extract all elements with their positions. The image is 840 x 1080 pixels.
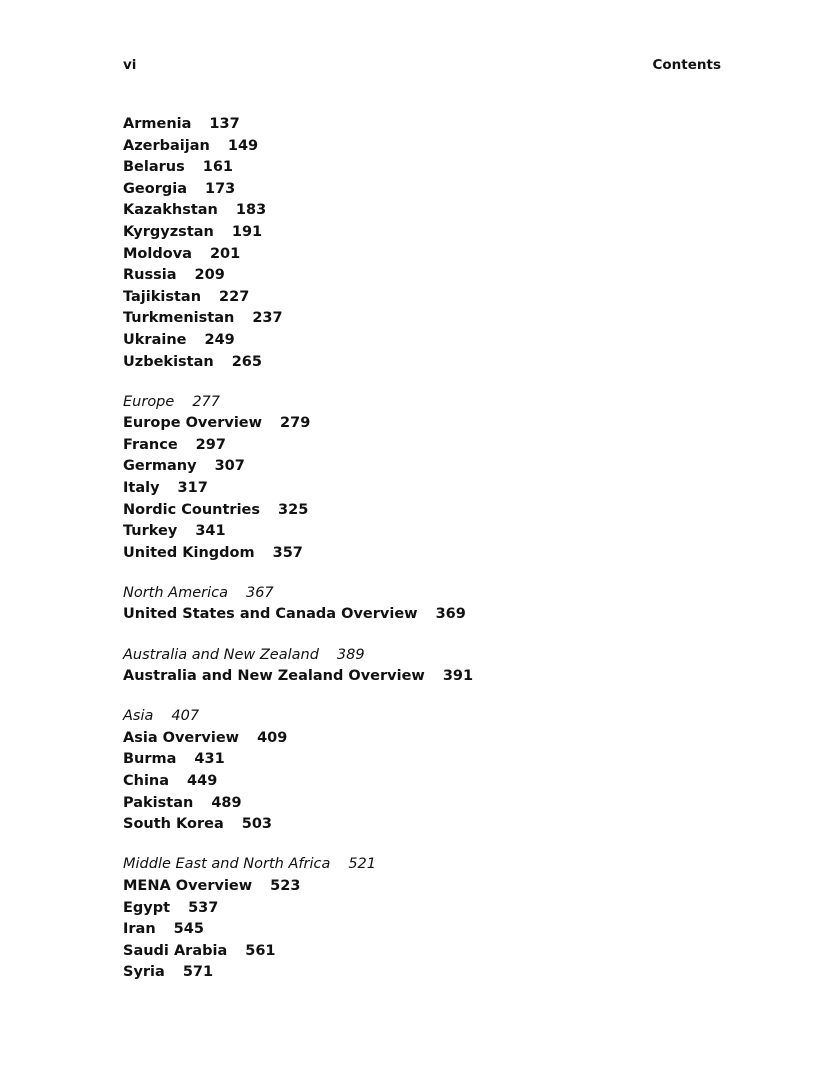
toc-entry[interactable]: [123, 793, 721, 815]
toc-entry-page-number: 227: [219, 288, 250, 305]
toc-group: [123, 392, 721, 565]
toc-entry[interactable]: [123, 919, 721, 941]
toc-entry-label: Nordic Countries: [123, 501, 261, 518]
toc-entry[interactable]: [123, 543, 721, 565]
toc-entry-label: Turkmenistan: [123, 310, 235, 327]
toc-entry-label: Syria: [123, 964, 165, 981]
page-folio: vi: [123, 57, 137, 73]
toc-entry-label: Pakistan: [123, 794, 194, 811]
toc-entry[interactable]: [123, 456, 721, 478]
toc-entry-label: Uzbekistan: [123, 353, 214, 370]
toc-region-heading[interactable]: [123, 583, 721, 605]
toc-entry-label: Iran: [123, 921, 156, 938]
toc-entry-page-number: 391: [442, 668, 474, 685]
toc-entry-label: Germany: [123, 458, 197, 475]
toc-entry-label: Armenia: [123, 116, 192, 132]
toc-entry-page-number: 137: [209, 116, 240, 132]
toc-entry-label: MENA Overview: [123, 877, 253, 894]
toc-entry-page-number: 503: [241, 816, 273, 833]
toc-entry-label: Italy: [123, 480, 160, 496]
toc-region-label: Middle East and North Africa: [123, 856, 331, 873]
toc-entry[interactable]: [123, 308, 721, 330]
toc-region-page-number: 389: [336, 646, 365, 663]
toc-entry-page-number: 237: [252, 310, 283, 327]
toc-entry[interactable]: [123, 728, 721, 750]
toc-entry[interactable]: [123, 157, 721, 179]
toc-entry-label: Kyrgyzstan: [123, 223, 214, 240]
toc-entry-page-number: 161: [202, 159, 234, 176]
toc-entry[interactable]: [123, 287, 721, 309]
toc-entry-label: Asia Overview: [123, 729, 240, 746]
toc-entry[interactable]: [123, 771, 721, 793]
toc-entry[interactable]: [123, 330, 721, 352]
toc-entry-page-number: 431: [194, 751, 225, 768]
toc-entry[interactable]: [123, 962, 721, 984]
toc-region-page-number: 367: [245, 584, 274, 601]
toc-entry-page-number: 201: [209, 245, 241, 262]
toc-entry-label: Belarus: [123, 159, 185, 176]
toc-group: [123, 854, 721, 984]
toc-entry-page-number: 409: [257, 729, 288, 746]
toc-entry-label: Saudi Arabia: [123, 942, 228, 959]
toc-entry-label: United Kingdom: [123, 544, 255, 561]
toc-entry[interactable]: [123, 941, 721, 963]
toc-entry[interactable]: [123, 521, 721, 543]
table-of-contents: [123, 114, 721, 1002]
toc-entry-label: Europe Overview: [123, 415, 263, 432]
toc-entry-label: Moldova: [123, 245, 192, 262]
toc-entry-page-number: 341: [195, 523, 226, 540]
toc-entry-label: Georgia: [123, 180, 187, 197]
toc-entry-page-number: 449: [187, 773, 218, 790]
toc-entry[interactable]: [123, 604, 721, 626]
toc-region-label: Asia: [123, 708, 154, 725]
toc-entry[interactable]: [123, 814, 721, 836]
toc-entry[interactable]: [123, 222, 721, 244]
toc-entry-page-number: 209: [194, 267, 225, 284]
toc-entry[interactable]: [123, 898, 721, 920]
toc-entry[interactable]: [123, 265, 721, 287]
toc-entry[interactable]: [123, 666, 721, 688]
toc-group: [123, 645, 721, 688]
toc-entry[interactable]: [123, 179, 721, 201]
toc-entry-label: South Korea: [123, 816, 224, 833]
toc-entry-label: Ukraine: [123, 331, 187, 348]
toc-group: [123, 706, 721, 836]
toc-entry-label: United States and Canada Overview: [123, 606, 418, 623]
toc-region-heading[interactable]: [123, 854, 721, 876]
toc-region-page-number: 521: [348, 856, 377, 873]
toc-entry[interactable]: [123, 435, 721, 457]
toc-entry-page-number: 545: [173, 921, 204, 938]
toc-entry[interactable]: [123, 136, 721, 158]
toc-entry[interactable]: [123, 413, 721, 435]
toc-entry[interactable]: [123, 352, 721, 374]
toc-entry-page-number: 149: [227, 137, 259, 154]
toc-entry[interactable]: [123, 749, 721, 771]
toc-entry-page-number: 279: [280, 415, 311, 432]
toc-entry-page-number: 297: [195, 436, 226, 453]
toc-region-label: Europe: [123, 393, 175, 410]
toc-region-label: Australia and New Zealand: [123, 646, 319, 663]
toc-entry-page-number: 317: [177, 480, 208, 496]
toc-entry[interactable]: [123, 244, 721, 266]
running-head-title: Contents: [652, 57, 721, 73]
toc-region-heading[interactable]: [123, 392, 721, 414]
toc-entry[interactable]: [123, 876, 721, 898]
toc-entry-page-number: 191: [231, 223, 263, 240]
toc-entry-page-number: 173: [204, 180, 236, 197]
toc-entry-page-number: 489: [211, 794, 242, 811]
toc-entry-page-number: 183: [235, 202, 267, 219]
toc-region-heading[interactable]: [123, 645, 721, 667]
toc-entry-label: Azerbaijan: [123, 137, 210, 154]
toc-entry-page-number: 325: [278, 501, 309, 518]
toc-region-page-number: 277: [192, 393, 220, 410]
toc-entry-label: Turkey: [123, 523, 178, 540]
toc-entry-page-number: 537: [188, 899, 219, 916]
toc-entry-label: Egypt: [123, 899, 171, 916]
toc-entry-label: Burma: [123, 751, 177, 768]
toc-region-page-number: 407: [171, 708, 200, 725]
toc-entry-label: Australia and New Zealand Overview: [123, 668, 425, 685]
toc-entry-label: Tajikistan: [123, 288, 202, 305]
toc-entry-label: Kazakhstan: [123, 202, 218, 219]
toc-entry-page-number: 249: [204, 331, 235, 348]
toc-entry-label: France: [123, 436, 178, 453]
toc-entry-page-number: 357: [272, 544, 303, 561]
toc-entry[interactable]: [123, 200, 721, 222]
toc-group: [123, 114, 721, 373]
toc-entry-page-number: 571: [182, 964, 214, 981]
toc-entry-page-number: 523: [270, 877, 301, 894]
toc-entry-page-number: 265: [231, 353, 262, 370]
toc-entry[interactable]: [123, 500, 721, 522]
toc-entry[interactable]: [123, 114, 721, 136]
running-head: [123, 57, 721, 77]
toc-group: [123, 583, 721, 626]
toc-entry-page-number: 369: [435, 606, 466, 623]
toc-region-heading[interactable]: [123, 706, 721, 728]
toc-entry-label: Russia: [123, 267, 177, 284]
toc-entry-page-number: 307: [214, 458, 245, 475]
toc-entry-label: China: [123, 773, 170, 790]
toc-entry-page-number: 561: [245, 942, 276, 959]
toc-region-label: North America: [123, 584, 228, 601]
toc-entry[interactable]: [123, 478, 721, 500]
